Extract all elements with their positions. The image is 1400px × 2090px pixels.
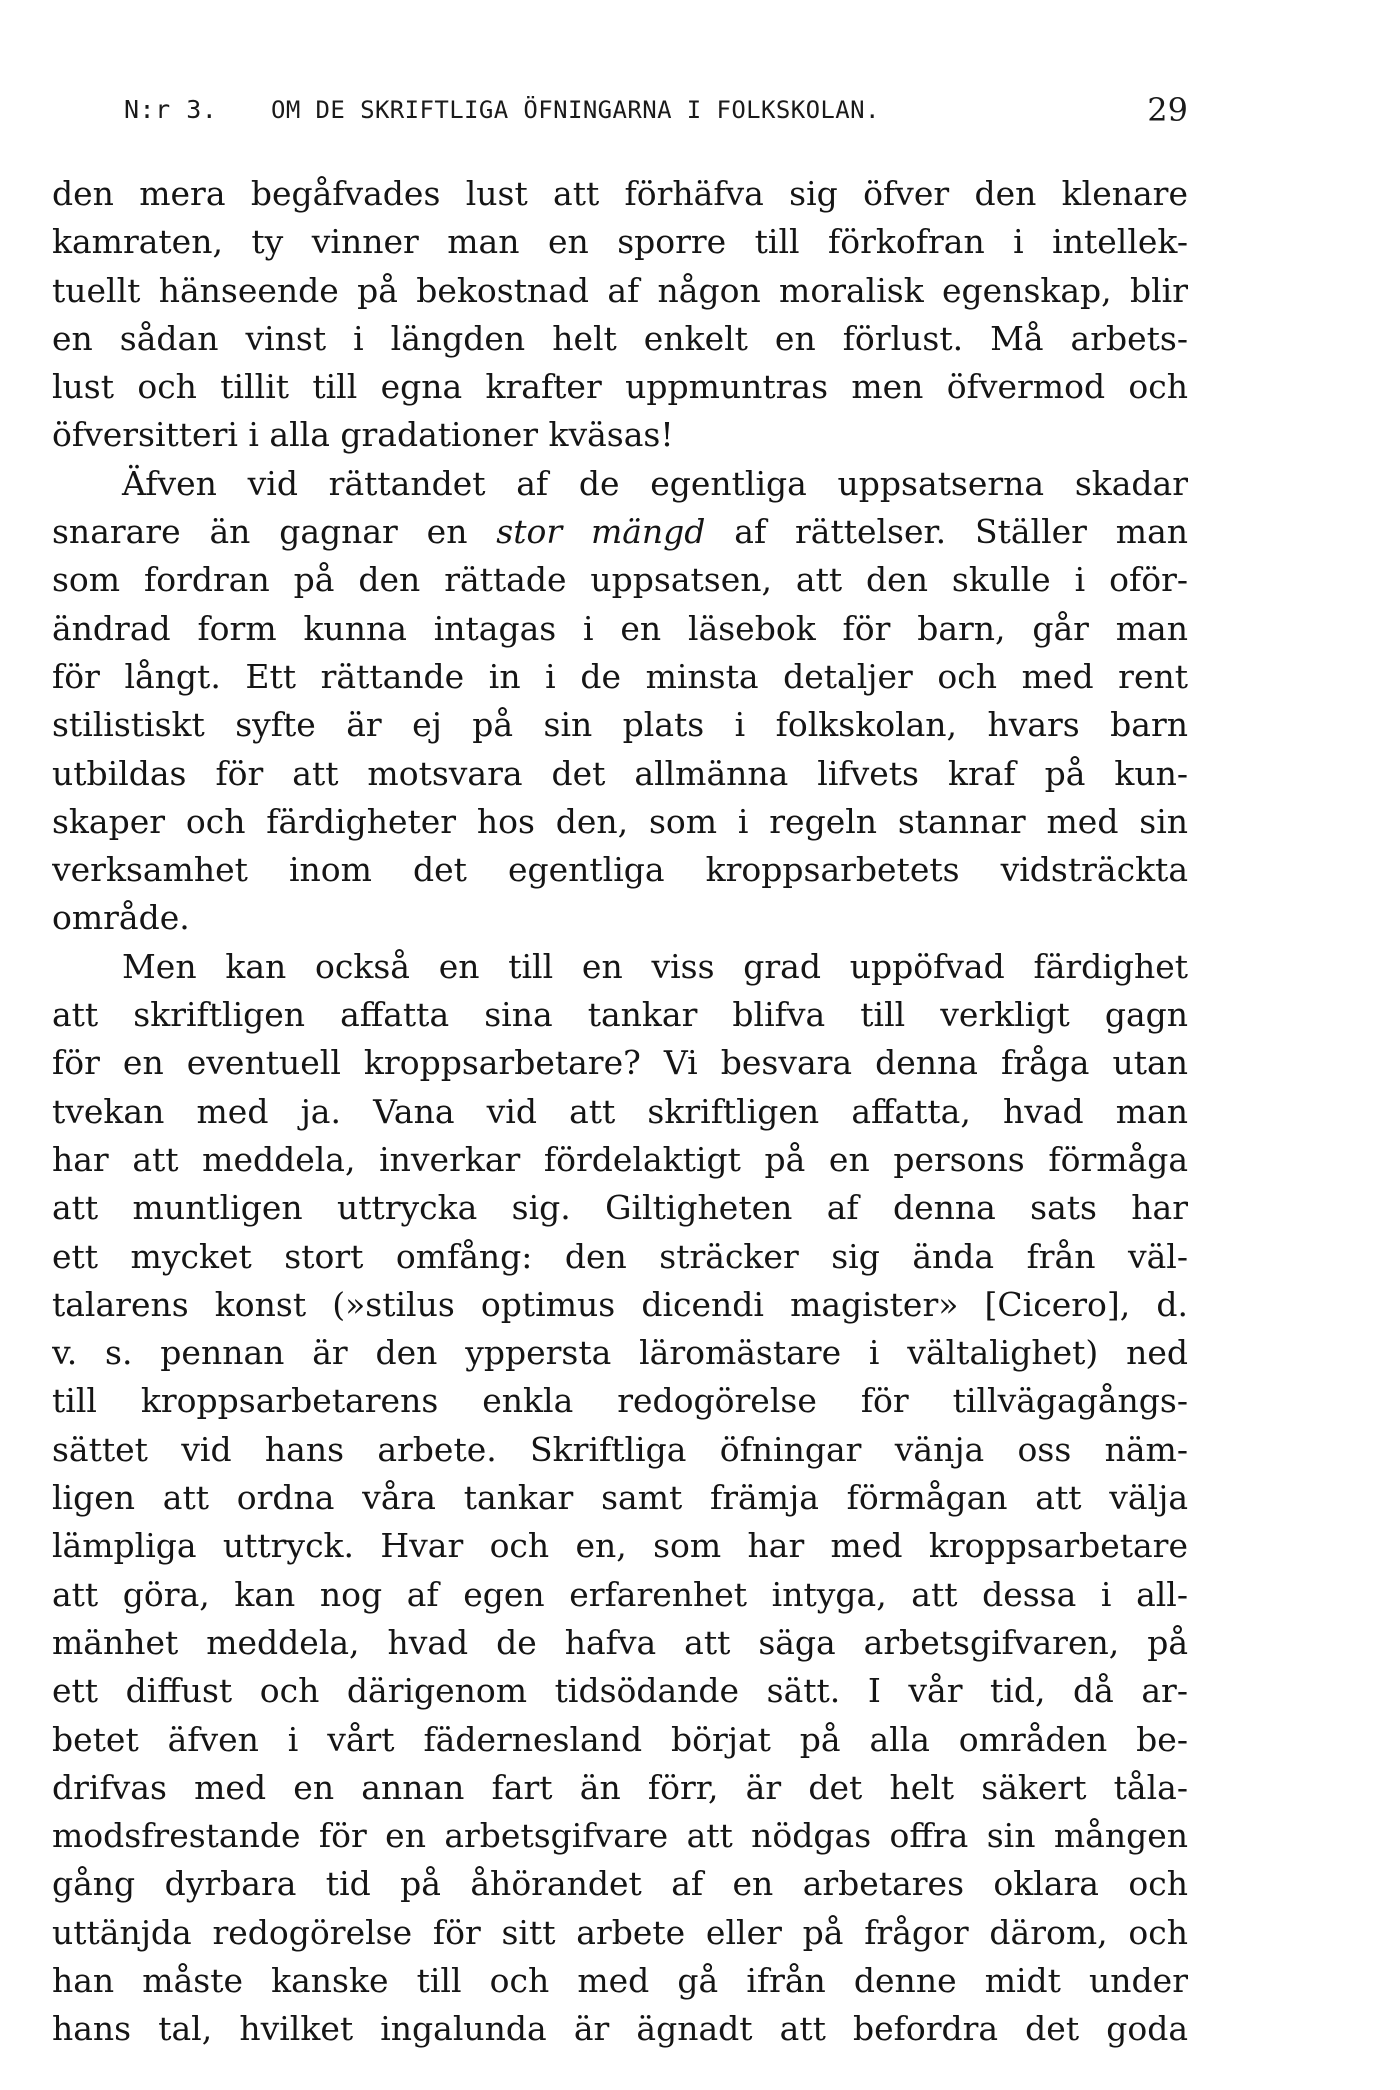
text-line: Äfven vid rättandet af de egentliga uppsatserna skadar [122, 463, 1188, 503]
text-line: för långt. Ett rättande in i de minsta detaljer och med rent [52, 656, 1188, 696]
text-line: den mera begåfvades lust att förhäfva sig öfver den klenare [52, 174, 1188, 213]
text-line: ändrad form kunna intagas i en läsebok för barn, går man [52, 608, 1188, 648]
text-line: öfversitteri i alla gradationer kväsas! [52, 415, 674, 455]
text-line: lust och tillit till egna krafter uppmuntras men öfvermod och [52, 367, 1188, 407]
text-line: tvekan med ja. Vana vid att skriftligen affatta, hvad man [52, 1091, 1188, 1131]
text-line: betet äfven i vårt fädernesland börjat på alla områden be- [52, 1719, 1188, 1759]
text-line: har att meddela, inverkar fördelaktigt på en persons förmåga [52, 1139, 1188, 1179]
running-header [124, 88, 1188, 132]
text-line: som fordran på den rättade uppsatsen, att den skulle i oför- [52, 560, 1188, 600]
italic-phrase: stor mängd [496, 512, 706, 552]
issue-number: N:r 3. [124, 95, 218, 124]
text-line: mänhet meddela, hvad de hafva att säga arbetsgifvaren, på [52, 1622, 1188, 1662]
text-line: modsfrestande för en arbetsgifvare att nödgas offra sin mången [52, 1816, 1188, 1856]
text-line: ett mycket stort omfång: den sträcker sig ända från väl- [52, 1236, 1188, 1276]
text-line: utbildas för att motsvara det allmänna lifvets kraf på kun- [52, 753, 1188, 793]
text-line: gång dyrbara tid på åhörandet af en arbetares oklara och [52, 1864, 1188, 1904]
text-line: skaper och färdigheter hos den, som i regeln stannar med sin [52, 801, 1188, 841]
text-line: Men kan också en till en viss grad uppöfvad färdighet [122, 946, 1188, 986]
text-line: ligen att ordna våra tankar samt främja förmågan att välja [52, 1478, 1188, 1518]
text-segment: snarare än gagnar en [52, 512, 468, 552]
text-line: en sådan vinst i längden helt enkelt en förlust. Må arbets- [52, 318, 1188, 358]
text-line: ett diffust och därigenom tidsödande sätt. I vår tid, då ar- [52, 1671, 1188, 1711]
page-number: 29 [1147, 91, 1188, 129]
running-title: OM DE SKRIFTLIGA ÖFNINGARNA I FOLKSKOLAN. [271, 96, 880, 124]
text-line: till kroppsarbetarens enkla redogörelse för tillvägagångs- [52, 1381, 1188, 1421]
text-line: tuellt hänseende på bekostnad af någon moralisk egenskap, blir [52, 270, 1188, 310]
text-segment: af rättelser. Ställer man [734, 512, 1188, 552]
text-line: talarens konst (»stilus optimus dicendi magister» [Cicero], d. [52, 1284, 1188, 1324]
text-line: att skriftligen affatta sina tankar blifva till verkligt gagn [52, 995, 1188, 1035]
body-text [52, 170, 1188, 2054]
text-line: för en eventuell kroppsarbetare? Vi besvara denna fråga utan [52, 1043, 1188, 1083]
text-line: område. [52, 898, 190, 938]
text-line: stilistiskt syfte är ej på sin plats i folkskolan, hvars barn [52, 705, 1188, 745]
text-line: verksamhet inom det egentliga kroppsarbetets vidsträckta [52, 850, 1188, 890]
text-line: lämpliga uttryck. Hvar och en, som har med kroppsarbetare [52, 1526, 1188, 1566]
text-line: uttänjda redogörelse för sitt arbete eller på frågor därom, och [52, 1912, 1188, 1952]
text-line: v. s. pennan är den yppersta läromästare i vältalighet) ned [52, 1333, 1188, 1373]
text-line: att muntligen uttrycka sig. Giltigheten af denna sats har [52, 1188, 1188, 1228]
text-line: kamraten, ty vinner man en sporre till förkofran i intellek- [52, 222, 1188, 262]
text-line [52, 508, 1188, 556]
text-line: att göra, kan nog af egen erfarenhet intyga, att dessa i all- [52, 1574, 1188, 1614]
text-line: drifvas med en annan fart än förr, är det helt säkert tåla- [52, 1767, 1188, 1807]
text-line: han måste kanske till och med gå ifrån denne midt under [52, 1960, 1188, 2000]
text-line: hans tal, hvilket ingalunda är ägnadt att befordra det goda [52, 2009, 1188, 2049]
text-line: sättet vid hans arbete. Skriftliga öfningar vänja oss näm- [52, 1429, 1188, 1469]
